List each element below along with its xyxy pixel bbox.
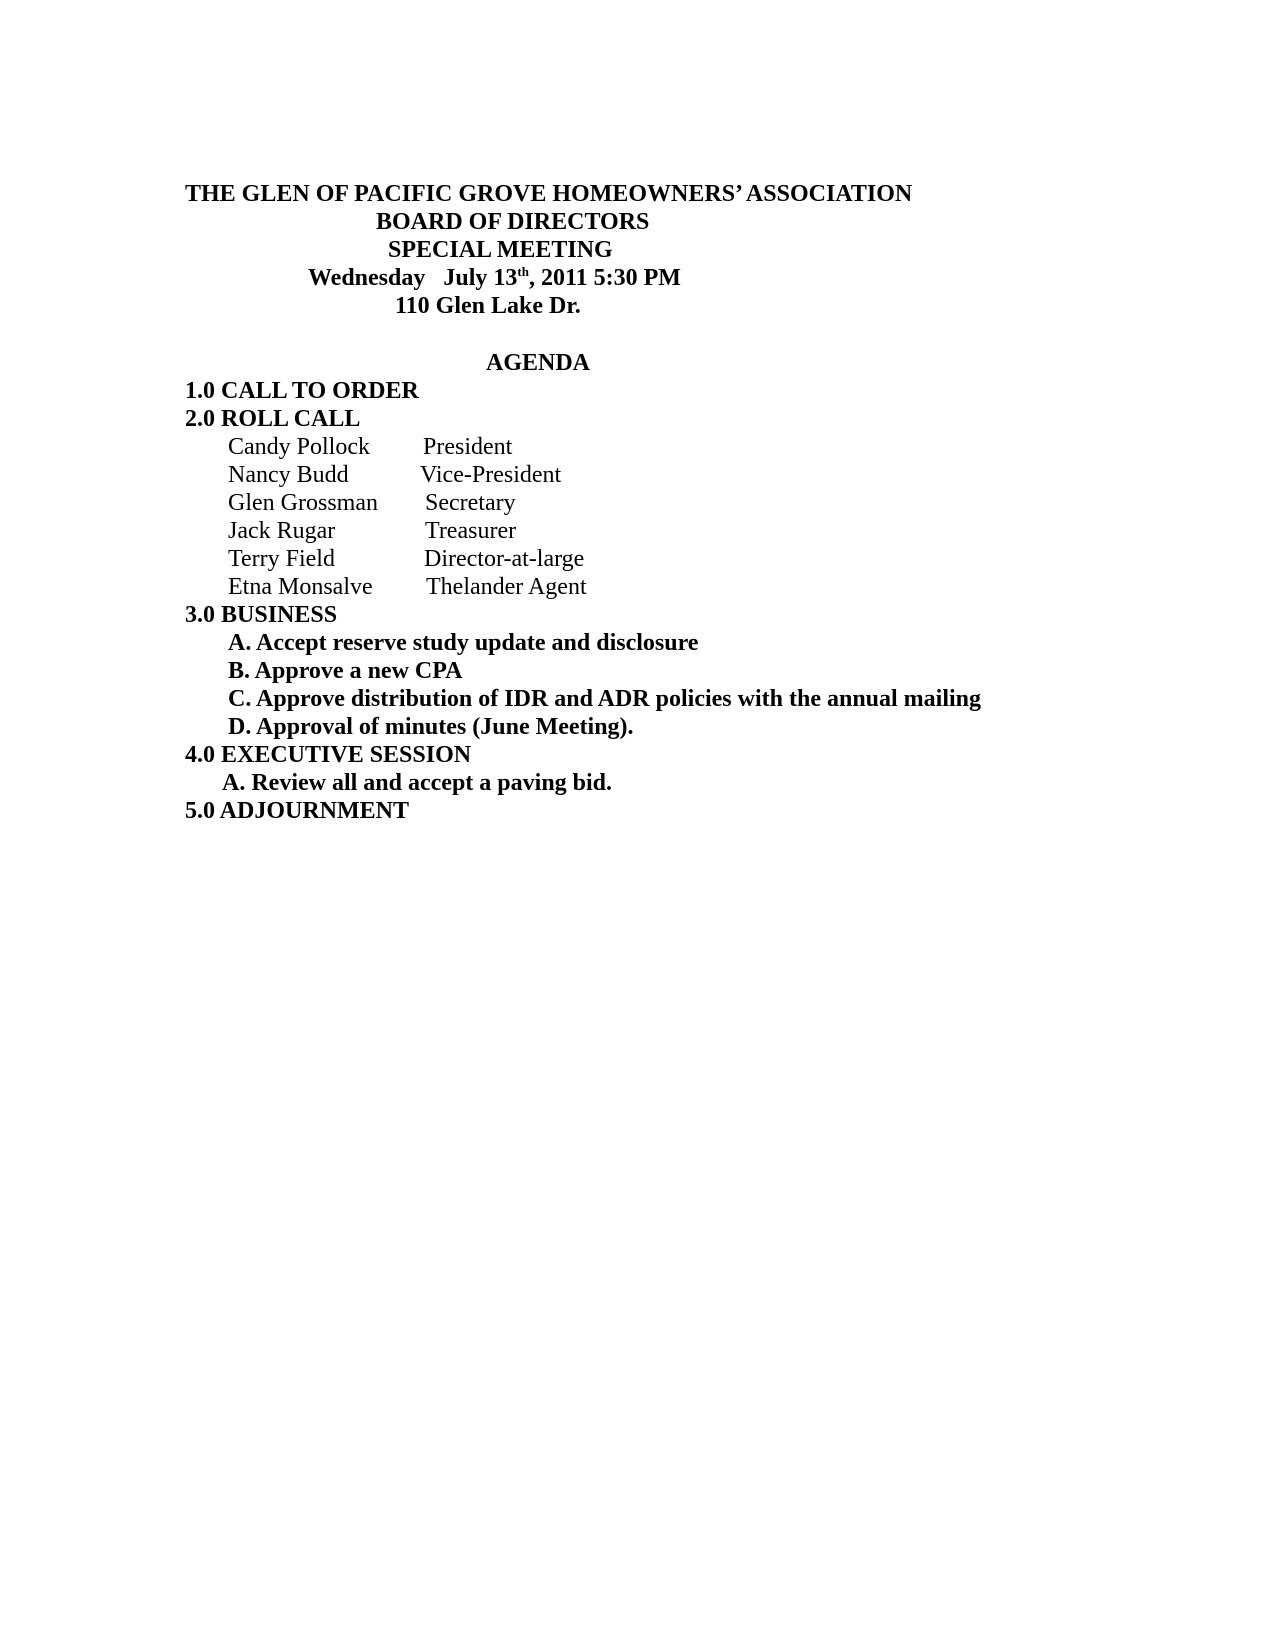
member-role: President xyxy=(423,434,513,460)
business-item: D. Approval of minutes (June Meeting). xyxy=(228,714,634,740)
section-adjournment: 5.0 ADJOURNMENT xyxy=(185,798,410,824)
section-executive-session: 4.0 EXECUTIVE SESSION xyxy=(185,742,472,768)
member-name: Etna Monsalve xyxy=(228,574,373,600)
section-roll-call: 2.0 ROLL CALL xyxy=(185,406,361,432)
business-item: A. Accept reserve study update and disclosure xyxy=(228,630,699,656)
association-title: THE GLEN OF PACIFIC GROVE HOMEOWNERS’ ASSOCIATION xyxy=(185,181,913,207)
section-business: 3.0 BUSINESS xyxy=(185,602,338,628)
business-item: C. Approve distribution of IDR and ADR policies with the annual mailing xyxy=(228,686,982,712)
member-role: Treasurer xyxy=(425,518,517,544)
member-role: Vice-President xyxy=(420,462,562,488)
member-name: Glen Grossman xyxy=(228,490,378,516)
meeting-month-day: July 13 xyxy=(443,265,518,291)
roll-call-row xyxy=(228,545,585,573)
executive-item: A. Review all and accept a paving bid. xyxy=(222,770,613,796)
member-name: Jack Rugar xyxy=(228,518,336,544)
roll-call-row xyxy=(228,489,516,517)
member-name: Candy Pollock xyxy=(228,434,370,460)
meeting-date xyxy=(308,264,681,292)
member-name: Terry Field xyxy=(228,546,335,572)
agenda-title: AGENDA xyxy=(486,350,591,376)
roll-call-row xyxy=(228,573,587,601)
meeting-location: 110 Glen Lake Dr. xyxy=(395,293,581,319)
meeting-type: SPECIAL MEETING xyxy=(388,237,613,263)
member-role: Thelander Agent xyxy=(426,574,587,600)
roll-call-row xyxy=(228,433,513,461)
roll-call-row xyxy=(228,461,562,489)
business-item: B. Approve a new CPA xyxy=(228,658,463,684)
meeting-date-rest: , 2011 5:30 PM xyxy=(528,265,681,291)
member-role: Director-at-large xyxy=(424,546,585,572)
member-role: Secretary xyxy=(425,490,516,516)
member-name: Nancy Budd xyxy=(228,462,349,488)
section-call-to-order: 1.0 CALL TO ORDER xyxy=(185,378,419,404)
meeting-date-suffix: th xyxy=(517,264,529,279)
meeting-day: Wednesday xyxy=(308,265,426,291)
board-title: BOARD OF DIRECTORS xyxy=(376,209,650,235)
roll-call-row xyxy=(228,517,517,545)
